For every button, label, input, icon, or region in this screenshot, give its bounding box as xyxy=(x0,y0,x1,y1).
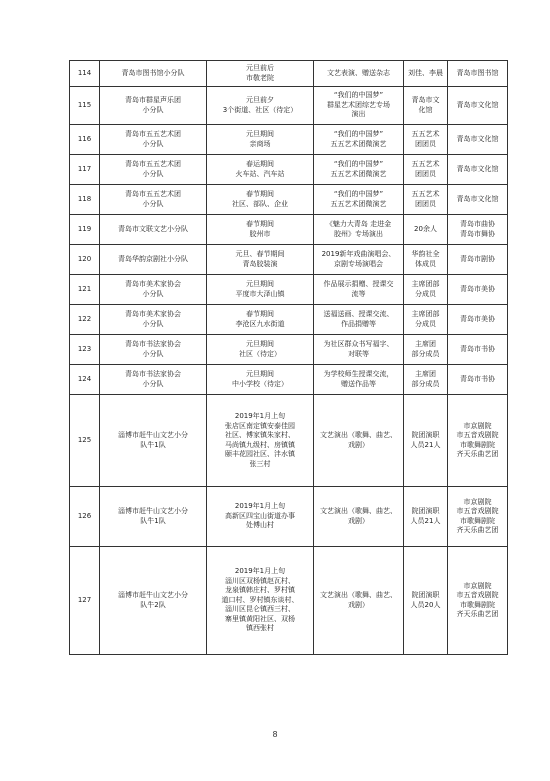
row-number-cell: 124 xyxy=(70,365,100,395)
activity-content-cell: “我们的中国梦” 五五艺术团微演艺 xyxy=(314,125,404,155)
activity-content-cell: 2019新年戏曲演唱会、 京剧专场演唱会 xyxy=(314,245,404,275)
activity-content-cell: “我们的中国梦” 五五艺术团微演艺 xyxy=(314,185,404,215)
team-name-cell: 青岛市文联文艺小分队 xyxy=(100,215,207,245)
row-number-cell: 114 xyxy=(70,61,100,87)
time-location-cell: 春节期间 李沧区九水街道 xyxy=(207,305,314,335)
participants-cell: 主席团部 分成员 xyxy=(404,275,448,305)
row-number-cell: 127 xyxy=(70,547,100,655)
row-number-cell: 119 xyxy=(70,215,100,245)
row-number-cell: 125 xyxy=(70,395,100,487)
row-number-cell: 118 xyxy=(70,185,100,215)
participants-cell: 主席团部 分成员 xyxy=(404,305,448,335)
team-name-cell: 青岛市五五艺术团 小分队 xyxy=(100,185,207,215)
time-location-cell: 2019年1月上旬 淄川区双杨镇赵瓦村、 龙泉镇韩庄村、罗村镇 道口村、罗村镇东谈村、 淄川区昆仑镇西三村、 寨里镇黄阳社区、双杨 镇西张村 xyxy=(207,547,314,655)
table-row xyxy=(70,547,508,655)
team-name-cell: 淄博市赶牛山文艺小分 队牛1队 xyxy=(100,487,207,547)
team-name-cell: 淄博市赶牛山文艺小分 队牛1队 xyxy=(100,395,207,487)
organizer-cell: 市京剧院 市五音戏剧院 市歌舞剧院 齐天乐曲艺团 xyxy=(448,487,508,547)
table-row xyxy=(70,125,508,155)
row-number-cell: 120 xyxy=(70,245,100,275)
row-number-cell: 123 xyxy=(70,335,100,365)
row-number-cell: 116 xyxy=(70,125,100,155)
participants-cell: 华韵社全 体成员 xyxy=(404,245,448,275)
participants-cell: 主席团 部分成员 xyxy=(404,365,448,395)
team-name-cell: 青岛市书法家协会 小分队 xyxy=(100,335,207,365)
organizer-cell: 青岛市剧协 xyxy=(448,245,508,275)
time-location-cell: 元旦前夕 3个街道、社区（待定） xyxy=(207,87,314,125)
time-location-cell: 2019年1月上旬 张店区南定镇安泰佳园 社区、傅家镇朱家村、 马尚镇九级村、房镇镇 颐丰花园社区、沣水镇 张三村 xyxy=(207,395,314,487)
row-number-cell: 115 xyxy=(70,87,100,125)
participants-cell: 院团演职 人员21人 xyxy=(404,487,448,547)
participants-cell: 院团演职 人员20人 xyxy=(404,547,448,655)
activity-content-cell: 文艺演出（歌舞、曲艺、 戏剧） xyxy=(314,547,404,655)
organizer-cell: 青岛市美协 xyxy=(448,305,508,335)
time-location-cell: 元旦期间 平度市大泽山镇 xyxy=(207,275,314,305)
time-location-cell: 春运期间 火车站、汽车站 xyxy=(207,155,314,185)
table-row xyxy=(70,395,508,487)
time-location-cell: 元旦期间 亲商场 xyxy=(207,125,314,155)
participants-cell: 主席团 部分成员 xyxy=(404,335,448,365)
participants-cell: 刘佳、李晨 xyxy=(404,61,448,87)
activity-content-cell: 文艺表演、赠送杂志 xyxy=(314,61,404,87)
team-name-cell: 淄博市赶牛山文艺小分 队牛2队 xyxy=(100,547,207,655)
table-row xyxy=(70,275,508,305)
time-location-cell: 春节期间 社区、部队、企业 xyxy=(207,185,314,215)
activity-content-cell: “我们的中国梦” 群星艺术团综艺专场 演出 xyxy=(314,87,404,125)
organizer-cell: 青岛市图书馆 xyxy=(448,61,508,87)
participants-cell: 五五艺术 团团员 xyxy=(404,185,448,215)
team-name-cell: 青岛市书法家协会 小分队 xyxy=(100,365,207,395)
organizer-cell: 青岛市书协 xyxy=(448,335,508,365)
table-row xyxy=(70,487,508,547)
participants-cell: 五五艺术 团团员 xyxy=(404,125,448,155)
organizer-cell: 青岛市文化馆 xyxy=(448,125,508,155)
organizer-cell: 青岛市文化馆 xyxy=(448,87,508,125)
table-row xyxy=(70,87,508,125)
activity-content-cell: 文艺演出（歌舞、曲艺、 戏剧） xyxy=(314,395,404,487)
organizer-cell: 青岛市美协 xyxy=(448,275,508,305)
organizer-cell: 青岛市文化馆 xyxy=(448,155,508,185)
time-location-cell: 元旦期间 社区（待定） xyxy=(207,335,314,365)
organizer-cell: 青岛市文化馆 xyxy=(448,185,508,215)
organizer-cell: 青岛市曲协 青岛市舞协 xyxy=(448,215,508,245)
time-location-cell: 元旦、春节期间 青岛胶装演 xyxy=(207,245,314,275)
page-number: 8 xyxy=(272,730,278,739)
row-number-cell: 117 xyxy=(70,155,100,185)
organizer-cell: 市京剧院 市五音戏剧院 市歌舞剧院 齐天乐曲艺团 xyxy=(448,395,508,487)
participants-cell: 五五艺术 团团员 xyxy=(404,155,448,185)
team-name-cell: 青岛市美术家协会 小分队 xyxy=(100,305,207,335)
organizer-cell: 青岛市书协 xyxy=(448,365,508,395)
table-row xyxy=(70,215,508,245)
activity-content-cell: 为社区群众书写福字、 对联等 xyxy=(314,335,404,365)
team-name-cell: 青岛市五五艺术团 小分队 xyxy=(100,155,207,185)
time-location-cell: 2019年1月上旬 高新区四宝山街道办事 处傅山村 xyxy=(207,487,314,547)
row-number-cell: 121 xyxy=(70,275,100,305)
team-name-cell: 青岛市图书馆小分队 xyxy=(100,61,207,87)
participants-cell: 院团演职 人员21人 xyxy=(404,395,448,487)
activity-content-cell: 作品展示捐赠、授课交 流等 xyxy=(314,275,404,305)
participants-cell: 青岛市文 化馆 xyxy=(404,87,448,125)
team-name-cell: 青岛市美术家协会 小分队 xyxy=(100,275,207,305)
activity-content-cell: 为学校师生授课交流， 赠送作品等 xyxy=(314,365,404,395)
time-location-cell: 元旦前后 市敬老院 xyxy=(207,61,314,87)
team-name-cell: 青岛市五五艺术团 小分队 xyxy=(100,125,207,155)
table-row xyxy=(70,245,508,275)
time-location-cell: 春节期间 胶州市 xyxy=(207,215,314,245)
table-row xyxy=(70,335,508,365)
activity-content-cell: 文艺演出（歌舞、曲艺、 戏剧） xyxy=(314,487,404,547)
team-name-cell: 青岛市群星声乐团 小分队 xyxy=(100,87,207,125)
table-row xyxy=(70,185,508,215)
table-row xyxy=(70,365,508,395)
participants-cell: 20余人 xyxy=(404,215,448,245)
activity-content-cell: 《魅力大青岛 走进金 胶州》专场演出 xyxy=(314,215,404,245)
activity-content-cell: 送福送画、授课交流、 作品捐赠等 xyxy=(314,305,404,335)
time-location-cell: 元旦期间 中小学校（待定） xyxy=(207,365,314,395)
table-row xyxy=(70,305,508,335)
row-number-cell: 126 xyxy=(70,487,100,547)
activity-table xyxy=(69,60,508,655)
activity-content-cell: “我们的中国梦” 五五艺术团微演艺 xyxy=(314,155,404,185)
table-row xyxy=(70,61,508,87)
organizer-cell: 市京剧院 市五音戏剧院 市歌舞剧院 齐天乐曲艺团 xyxy=(448,547,508,655)
row-number-cell: 122 xyxy=(70,305,100,335)
table-row xyxy=(70,155,508,185)
team-name-cell: 青岛华韵京剧社小分队 xyxy=(100,245,207,275)
